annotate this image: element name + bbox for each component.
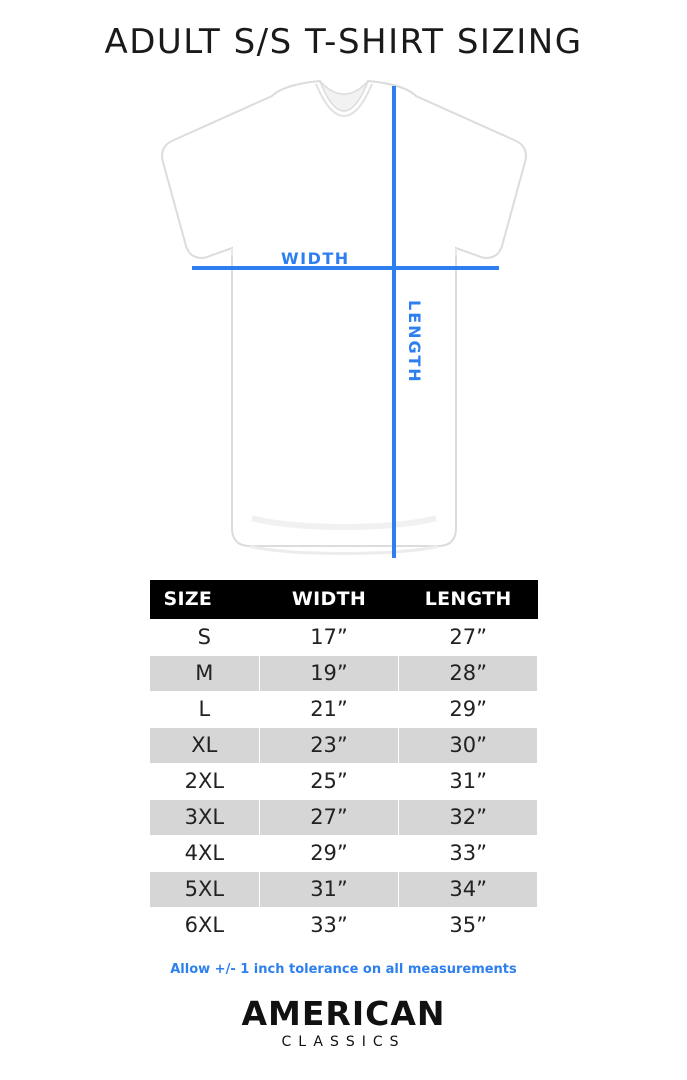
cell-width: 23” <box>259 728 399 764</box>
cell-size: L <box>150 692 260 728</box>
length-label: LENGTH <box>405 300 424 384</box>
cell-size: S <box>150 620 260 656</box>
tshirt-illustration <box>84 78 604 568</box>
table-row <box>150 728 538 764</box>
tolerance-note: Allow +/- 1 inch tolerance on all measurements <box>170 962 517 977</box>
cell-length: 29” <box>399 692 538 728</box>
cell-size: XL <box>150 728 260 764</box>
cell-length: 27” <box>399 620 538 656</box>
cell-width: 21” <box>259 692 399 728</box>
size-table <box>149 580 538 944</box>
cell-width: 33” <box>259 908 399 944</box>
cell-length: 32” <box>399 800 538 836</box>
cell-length: 33” <box>399 836 538 872</box>
cell-width: 19” <box>259 656 399 692</box>
tshirt-diagram <box>0 78 687 568</box>
table-row <box>150 764 538 800</box>
cell-width: 29” <box>259 836 399 872</box>
table-row <box>150 872 538 908</box>
cell-size: 6XL <box>150 908 260 944</box>
table-header-row <box>150 580 538 620</box>
size-table-container <box>149 580 538 944</box>
header-size: SIZE <box>150 580 260 620</box>
width-label: WIDTH <box>281 249 350 268</box>
table-row <box>150 836 538 872</box>
cell-size: 2XL <box>150 764 260 800</box>
header-length: LENGTH <box>399 580 538 620</box>
page-title: ADULT S/S T-SHIRT SIZING <box>104 22 583 62</box>
header-width: WIDTH <box>259 580 399 620</box>
cell-size: 3XL <box>150 800 260 836</box>
cell-length: 35” <box>399 908 538 944</box>
cell-width: 31” <box>259 872 399 908</box>
cell-size: 4XL <box>150 836 260 872</box>
cell-width: 27” <box>259 800 399 836</box>
cell-length: 31” <box>399 764 538 800</box>
table-row <box>150 656 538 692</box>
cell-length: 34” <box>399 872 538 908</box>
cell-size: M <box>150 656 260 692</box>
cell-width: 17” <box>259 620 399 656</box>
cell-size: 5XL <box>150 872 260 908</box>
brand-tagline: CLASSICS <box>281 1034 406 1050</box>
table-row <box>150 692 538 728</box>
cell-length: 28” <box>399 656 538 692</box>
cell-width: 25” <box>259 764 399 800</box>
cell-length: 30” <box>399 728 538 764</box>
table-row <box>150 800 538 836</box>
table-row <box>150 908 538 944</box>
table-row <box>150 620 538 656</box>
brand-name: AMERICAN <box>241 994 446 1033</box>
